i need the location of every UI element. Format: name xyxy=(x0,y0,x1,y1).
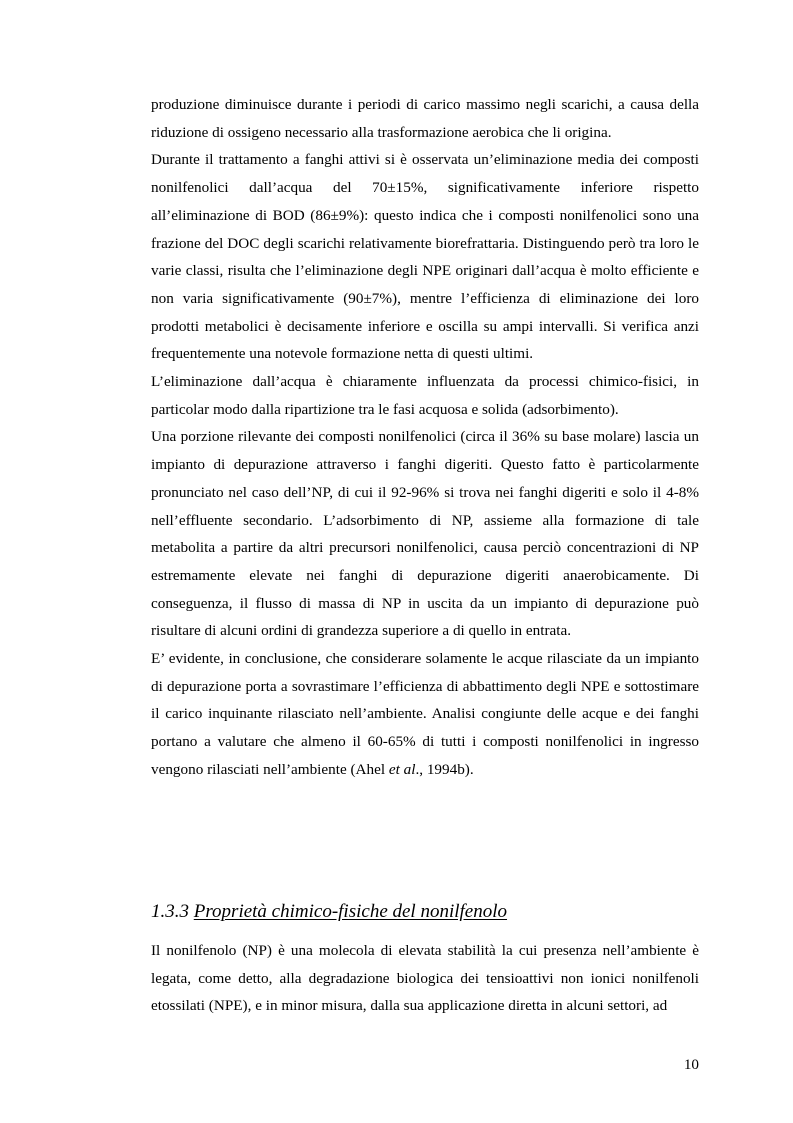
paragraph-text: E’ evidente, in conclusione, che considerare solamente le acque rilasciate da un impianto di depurazione porta a sovrastimare l’efficienza di abbattimento degli NPE e sottostimare il carico inquinante rilasciato nell’ambiente. Analisi congiunte delle acque e dei fanghi portano a valutare che almeno il 60-65% di tutti i composti nonilfenolici in ingresso vengono rilasciati nell’ambiente (Ahel xyxy=(151,650,699,778)
section-body-text xyxy=(151,937,699,1020)
citation-et-al: et al xyxy=(388,760,416,778)
paragraph: produzione diminuisce durante i periodi di carico massimo negli scarichi, a causa della riduzione di ossigeno necessario alla trasformazione aerobica che li origina. xyxy=(151,96,699,141)
paragraph-conclusion xyxy=(151,645,699,784)
paragraph: Il nonilfenolo (NP) è una molecola di elevata stabilità la cui presenza nell’ambiente è legata, come detto, alla degradazione biologica dei tensioattivi non ionici nonilfenoli etossilati (NPE), e in minor misura, dalla sua applicazione diretta in alcuni settori, ad xyxy=(151,942,699,1015)
paragraph: Durante il trattamento a fanghi attivi si è osservata un’eliminazione media dei composti nonilfenolici dall’acqua del 70±15%, significativamente inferiore rispetto all’eliminazione di BOD (86±9%): questo indica che i composti nonilfenolici sono una frazione del DOC degli scarichi relativamente biorefrattaria. Distinguendo però tra loro le varie classi, risulta che l’eliminazione degli NPE originari dall’acqua è molto efficiente e non varia significativamente (90±7%), mentre l’efficienza di eliminazione dei loro prodotti metabolici è decisamente inferiore e oscilla su ampi intervalli. Si verifica anzi frequentemente una notevole formazione netta di questi ultimi. xyxy=(151,151,699,363)
section-number: 1.3.3 xyxy=(151,901,189,922)
body-text xyxy=(151,91,699,784)
section-title: Proprietà chimico-fisiche del nonilfenolo xyxy=(193,901,508,922)
paragraph-text-end: ., 1994b). xyxy=(415,760,474,778)
section-heading xyxy=(151,899,699,925)
paragraph: Una porzione rilevante dei composti nonilfenolici (circa il 36% su base molare) lascia un impianto di depurazione attraverso i fanghi digeriti. Questo fatto è particolarmente pronunciato nel caso dell’NP, di cui il 92-96% si trova nei fanghi digeriti e solo il 4-8% nell’effluente secondario. L’adsorbimento di NP, assieme alla formazione di tale metabolita a partire da altri precursori nonilfenolici, causa perciò concentrazioni di NP estremamente elevate nei fanghi di depurazione digeriti anaerobicamente. Di conseguenza, il flusso di massa di NP in uscita da un impianto di depurazione può risultare di alcuni ordini di grandezza superiore a di quello in entrata. xyxy=(151,428,699,640)
paragraph: L’eliminazione dall’acqua è chiaramente influenzata da processi chimico-fisici, in particolar modo dalla ripartizione tra le fasi acquosa e solida (adsorbimento). xyxy=(151,373,699,418)
page-number: 10 xyxy=(683,1056,699,1073)
